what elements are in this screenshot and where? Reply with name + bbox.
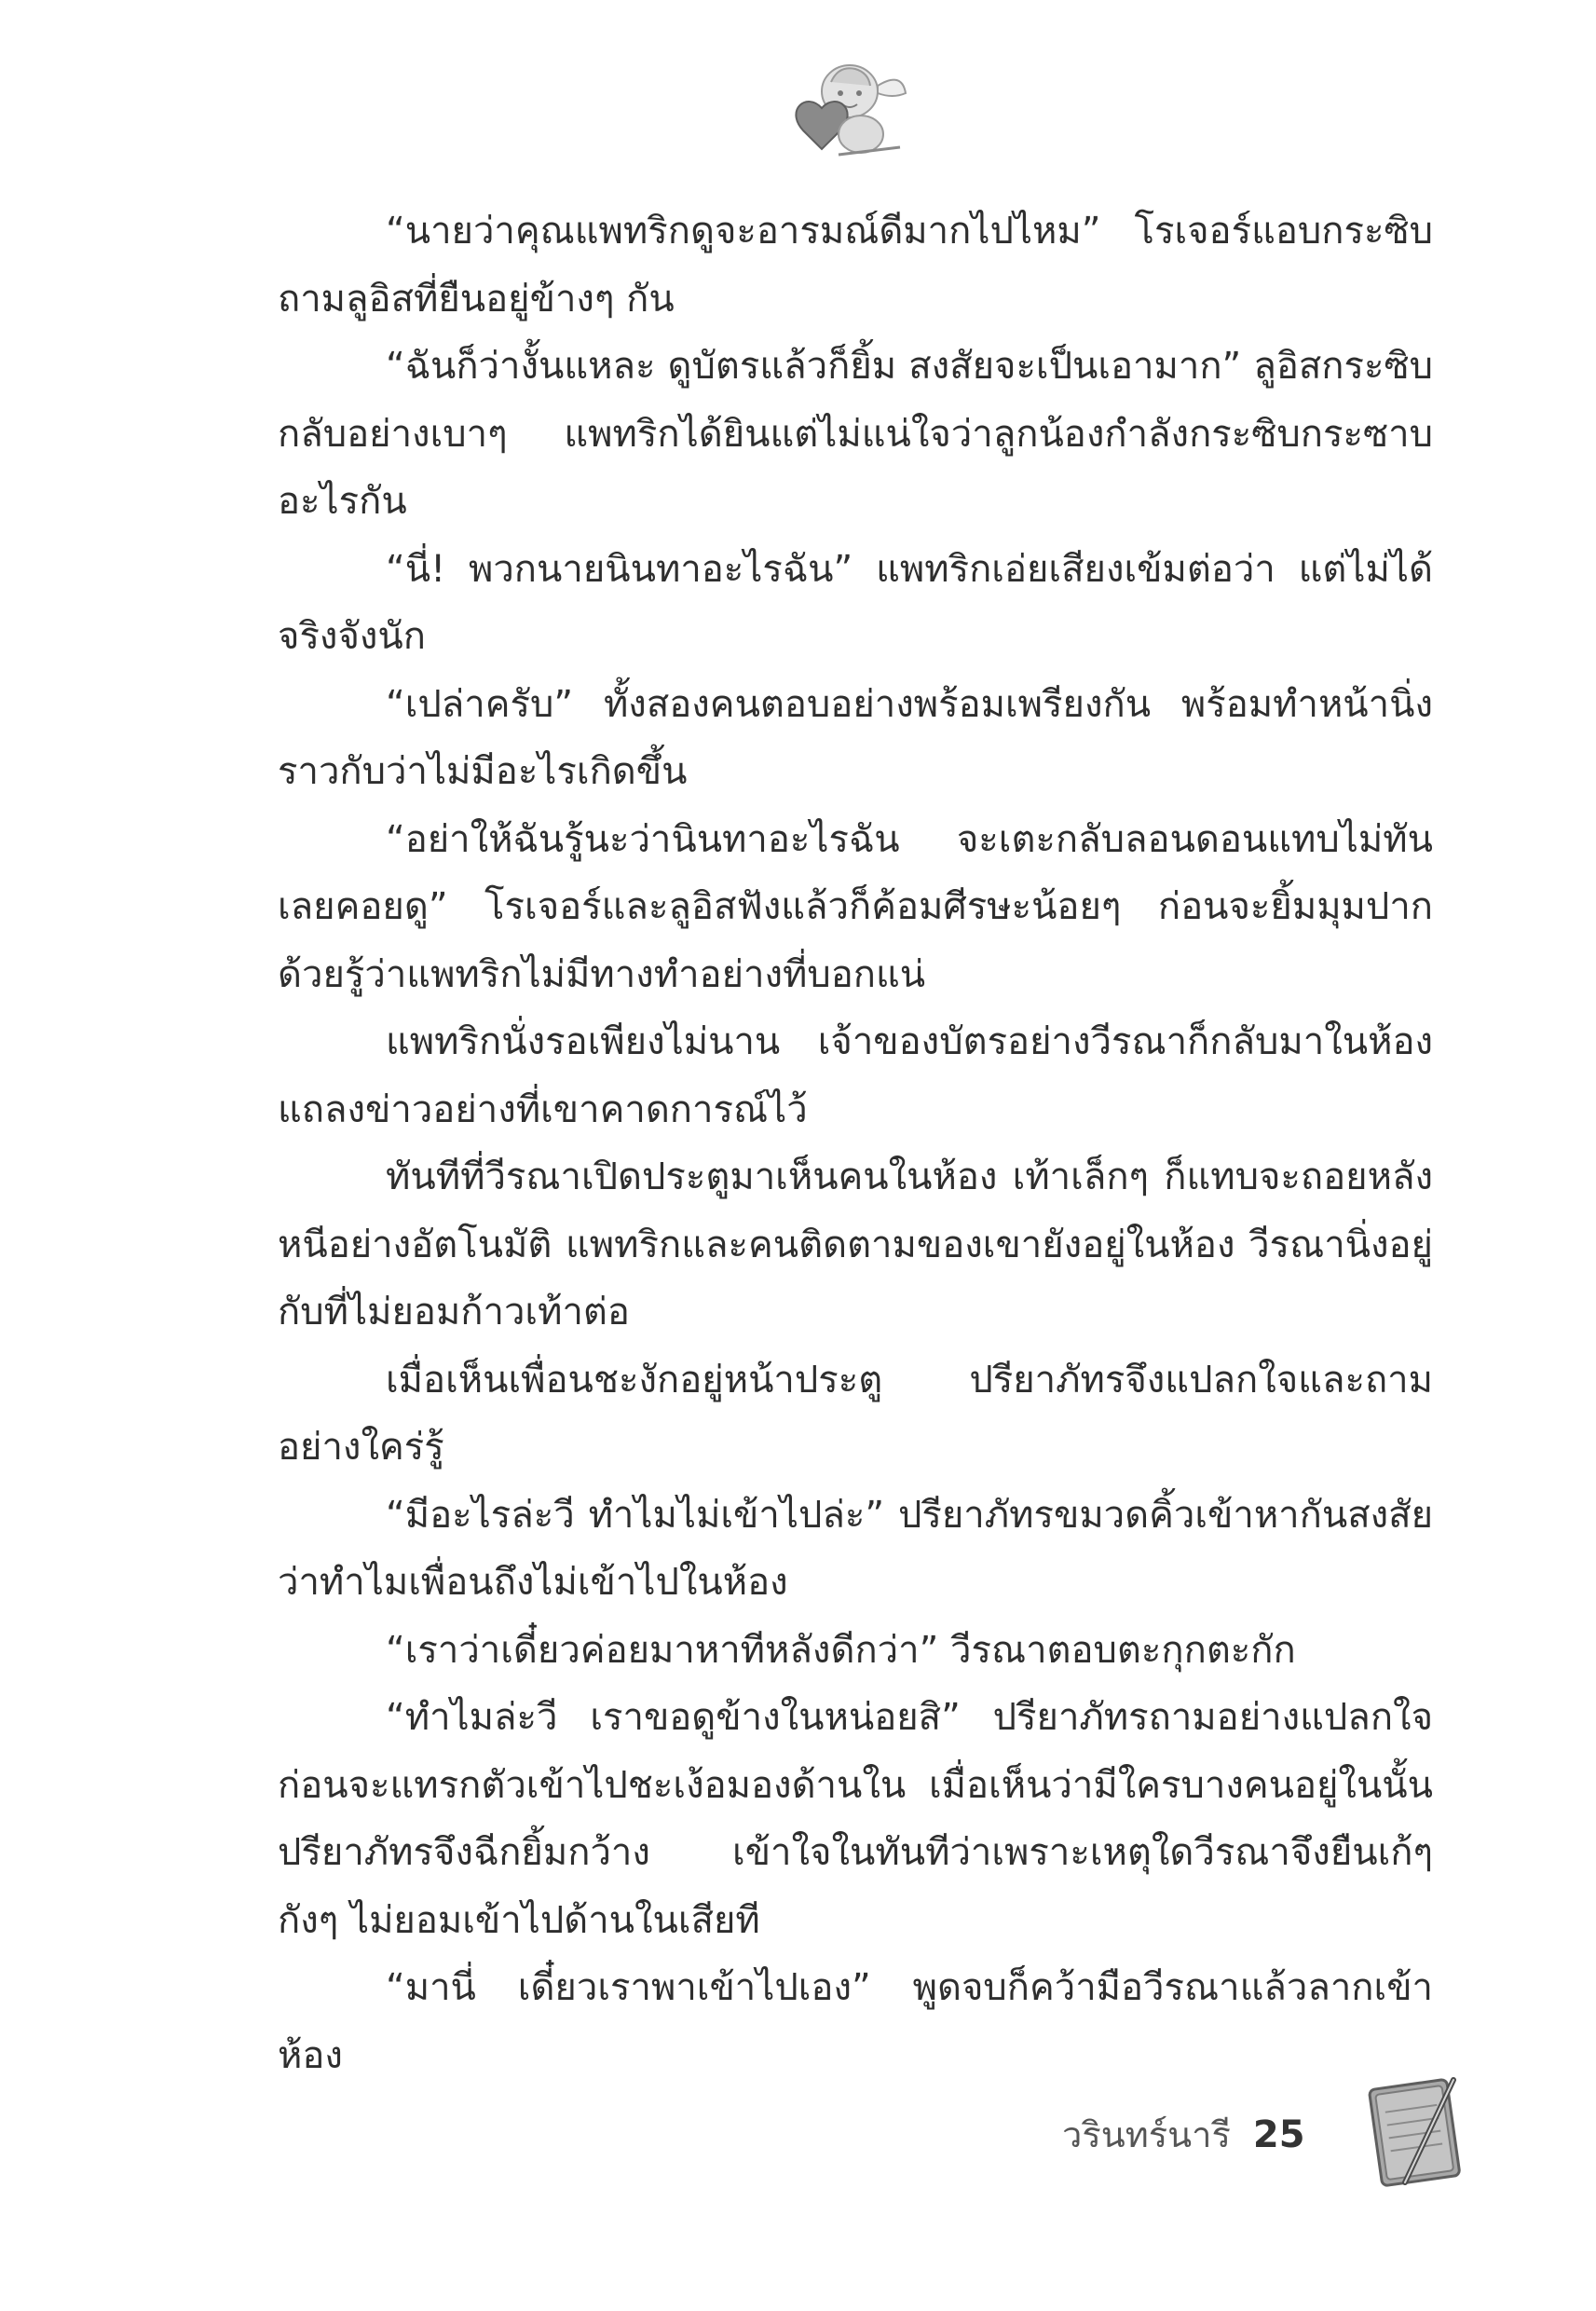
- notebook-pen-icon: [1362, 2071, 1474, 2192]
- paragraph: “มานี่ เดี๋ยวเราพาเข้าไปเอง” พูดจบก็คว้ามือวีรณาแล้วลากเข้าห้อง: [278, 1966, 1433, 2077]
- page-number: 25: [1252, 2113, 1305, 2156]
- paragraph: “ฉันก็ว่างั้นแหละ ดูบัตรแล้วก็ยิ้ม สงสัยจะเป็นเอามาก” ลูอิสกระซิบกลับอย่างเบาๆ แพทริกได้ยินแต่ไม่แน่ใจว่าลูกน้องกำลังกระซิบกระซาบอะไรกัน: [278, 345, 1433, 523]
- paragraph: เมื่อเห็นเพื่อนชะงักอยู่หน้าประตู ปรียาภัทรจึงแปลกใจและถามอย่างใคร่รู้: [278, 1358, 1433, 1469]
- book-title: วรินทร์นารี: [1062, 2114, 1231, 2155]
- paragraph: “นี่! พวกนายนินทาอะไรฉัน” แพทริกเอ่ยเสียงเข้มต่อว่า แต่ไม่ได้จริงจังนัก: [278, 547, 1433, 658]
- paragraph: “เปล่าครับ” ทั้งสองคนตอบอย่างพร้อมเพรียงกัน พร้อมทำหน้านิ่งราวกับว่าไม่มีอะไรเกิดขึ้น: [278, 682, 1433, 793]
- page-footer: [1062, 2106, 1305, 2162]
- paragraph: “นายว่าคุณแพทริกดูจะอารมณ์ดีมากไปไหม” โรเจอร์แอบกระซิบถามลูอิสที่ยืนอยู่ข้างๆ กัน: [278, 210, 1433, 321]
- paragraph: แพทริกนั่งรอเพียงไม่นาน เจ้าของบัตรอย่างวีรณาก็กลับมาในห้องแถลงข่าวอย่างที่เขาคาดการณ์ไว้: [278, 1020, 1433, 1131]
- paragraph: “ทำไมล่ะวี เราขอดูข้างในหน่อยสิ” ปรียาภัทรถามอย่างแปลกใจก่อนจะแทรกตัวเข้าไปชะเง้อมองด้านใน เมื่อเห็นว่ามีใครบางคนอยู่ในนั้น ปรียาภัทรจึงฉีกยิ้มกว้าง เข้าใจในทันทีว่าเพราะเหตุใดวีรณาจึงยืนเก้ๆ กังๆ ไม่ยอมเข้าไปด้านในเสียที: [278, 1696, 1433, 1942]
- paragraph: ทันทีที่วีรณาเปิดประตูมาเห็นคนในห้อง เท้าเล็กๆ ก็แทบจะถอยหลังหนีอย่างอัตโนมัติ แพทริกและคนติดตามของเขายังอยู่ในห้อง วีรณานิ่งอยู่กับที่ไม่ยอมก้าวเท้าต่อ: [278, 1156, 1433, 1333]
- story-text: [278, 198, 1433, 2089]
- paragraph: “เราว่าเดี๋ยวค่อยมาหาทีหลังดีกว่า” วีรณาตอบตะกุกตะกัก: [386, 1628, 1296, 1672]
- paragraph: “อย่าให้ฉันรู้นะว่านินทาอะไรฉัน จะเตะกลับลอนดอนแทบไม่ทันเลยคอยดู” โรเจอร์และลูอิสฟังแล้วก็ค้อมศีรษะน้อยๆ ก่อนจะยิ้มมุมปากด้วยรู้ว่าแพทริกไม่มีทางทำอย่างที่บอกแน่: [278, 817, 1433, 996]
- cupid-with-heart-icon: [783, 58, 913, 162]
- paragraph: “มีอะไรล่ะวี ทำไมไม่เข้าไปล่ะ” ปรียาภัทรขมวดคิ้วเข้าหากันสงสัยว่าทำไมเพื่อนถึงไม่เข้าไปในห้อง: [278, 1493, 1433, 1604]
